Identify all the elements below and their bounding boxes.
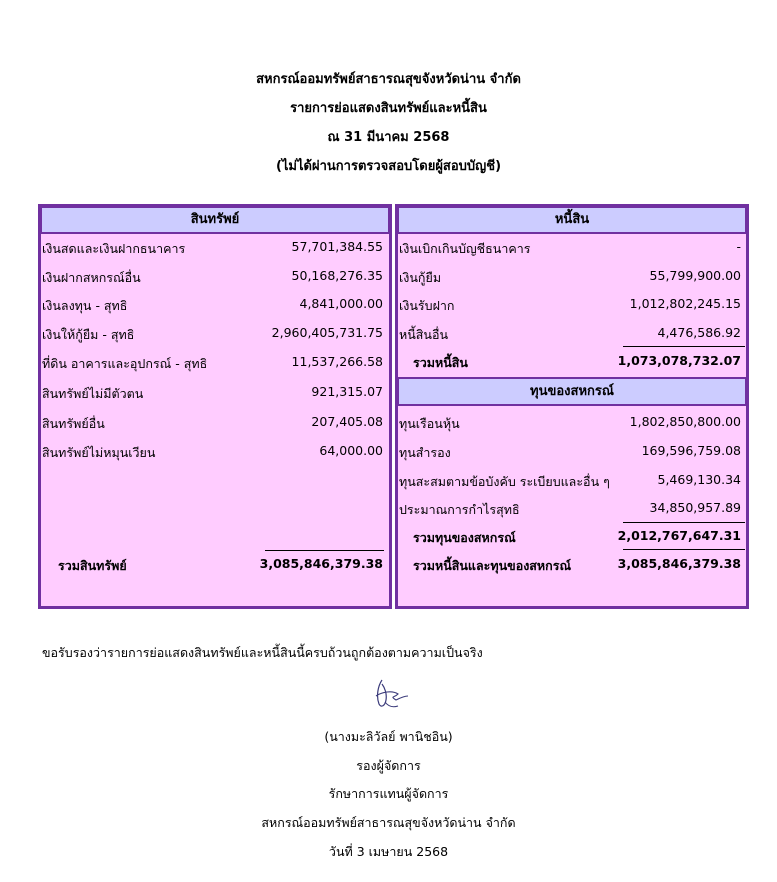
assets-total-label: รวมสินทรัพย์ xyxy=(58,558,127,573)
asset-label: เงินลงทุน - สุทธิ xyxy=(42,298,128,313)
asset-value: 50,168,276.35 xyxy=(291,268,383,283)
liability-label: เงินรับฝาก xyxy=(399,298,455,313)
asset-label: เงินสดและเงินฝากธนาคาร xyxy=(42,241,186,256)
signatory-name: (นางมะลิวัลย์ พานิชอิน) xyxy=(324,729,453,744)
total-rule xyxy=(623,346,745,347)
liability-value: - xyxy=(736,239,741,254)
signatory-acting-position: รักษาการแทนผู้จัดการ xyxy=(328,786,449,801)
equity-total-value: 2,012,767,647.31 xyxy=(617,528,741,543)
equity-value: 34,850,957.89 xyxy=(649,500,741,515)
liabilities-total-label: รวมหนี้สิน xyxy=(413,355,468,370)
report-title: รายการย่อแสดงสินทรัพย์และหนี้สิน xyxy=(290,101,487,116)
asset-value: 64,000.00 xyxy=(319,443,383,458)
signatory-position: รองผู้จัดการ xyxy=(356,758,421,773)
asset-label: ที่ดิน อาคารและอุปกรณ์ - สุทธิ xyxy=(42,356,208,371)
asset-label: สินทรัพย์อื่น xyxy=(42,416,105,431)
assets-header: สินทรัพย์ xyxy=(40,206,390,234)
equity-total-label: รวมทุนของสหกรณ์ xyxy=(413,530,516,545)
liability-value: 1,012,802,245.15 xyxy=(629,296,741,311)
asset-label: สินทรัพย์ไม่มีตัวตน xyxy=(42,386,144,401)
org-title: สหกรณ์ออมทรัพย์สาธารณสุขจังหวัดน่าน จำกัด xyxy=(256,72,521,87)
total-rule xyxy=(623,522,745,523)
equity-value: 169,596,759.08 xyxy=(641,443,741,458)
asset-value: 921,315.07 xyxy=(311,384,383,399)
audit-note: (ไม่ได้ผ่านการตรวจสอบโดยผู้สอบบัญชี) xyxy=(275,159,502,174)
equity-header: ทุนของสหกรณ์ xyxy=(397,377,747,406)
grand-total-label: รวมหนี้สินและทุนของสหกรณ์ xyxy=(413,558,572,573)
report-date: ณ 31 มีนาคม 2568 xyxy=(327,130,450,145)
certification-text: ขอรับรองว่ารายการย่อแสดงสินทรัพย์และหนี้สินนี้ครบถ้วนถูกต้องตามความเป็นจริง xyxy=(42,645,483,660)
liability-label: เงินเบิกเกินบัญชีธนาคาร xyxy=(399,241,531,256)
equity-label: ประมาณการกำไรสุทธิ xyxy=(399,502,520,517)
asset-value: 11,537,266.58 xyxy=(291,354,383,369)
asset-label: เงินฝากสหกรณ์อื่น xyxy=(42,270,141,285)
liability-label: เงินกู้ยืม xyxy=(399,270,442,285)
grand-total-value: 3,085,846,379.38 xyxy=(617,556,741,571)
liability-label: หนี้สินอื่น xyxy=(399,327,449,342)
equity-value: 5,469,130.34 xyxy=(657,472,741,487)
assets-total-value: 3,085,846,379.38 xyxy=(259,556,383,571)
total-rule xyxy=(265,550,384,551)
asset-label: สินทรัพย์ไม่หมุนเวียน xyxy=(42,445,156,460)
asset-value: 207,405.08 xyxy=(311,414,383,429)
liabilities-total-value: 1,073,078,732.07 xyxy=(617,353,741,368)
equity-label: ทุนสะสมตามข้อบังคับ ระเบียบและอื่น ๆ xyxy=(399,474,610,489)
equity-value: 1,802,850,800.00 xyxy=(629,414,741,429)
equity-label: ทุนสำรอง xyxy=(399,445,451,460)
assets-panel xyxy=(38,204,392,609)
equity-label: ทุนเรือนหุ้น xyxy=(399,416,460,431)
signature-image xyxy=(352,672,418,724)
signatory-organization: สหกรณ์ออมทรัพย์สาธารณสุขจังหวัดน่าน จำกัด xyxy=(261,815,516,830)
liability-value: 55,799,900.00 xyxy=(649,268,741,283)
asset-label: เงินให้กู้ยืม - สุทธิ xyxy=(42,327,135,342)
signature-date: วันที่ 3 เมษายน 2568 xyxy=(328,844,449,859)
asset-value: 2,960,405,731.75 xyxy=(271,325,383,340)
total-rule xyxy=(623,549,745,550)
liability-value: 4,476,586.92 xyxy=(657,325,741,340)
asset-value: 4,841,000.00 xyxy=(299,296,383,311)
liabilities-header: หนี้สิน xyxy=(397,206,747,234)
asset-value: 57,701,384.55 xyxy=(291,239,383,254)
